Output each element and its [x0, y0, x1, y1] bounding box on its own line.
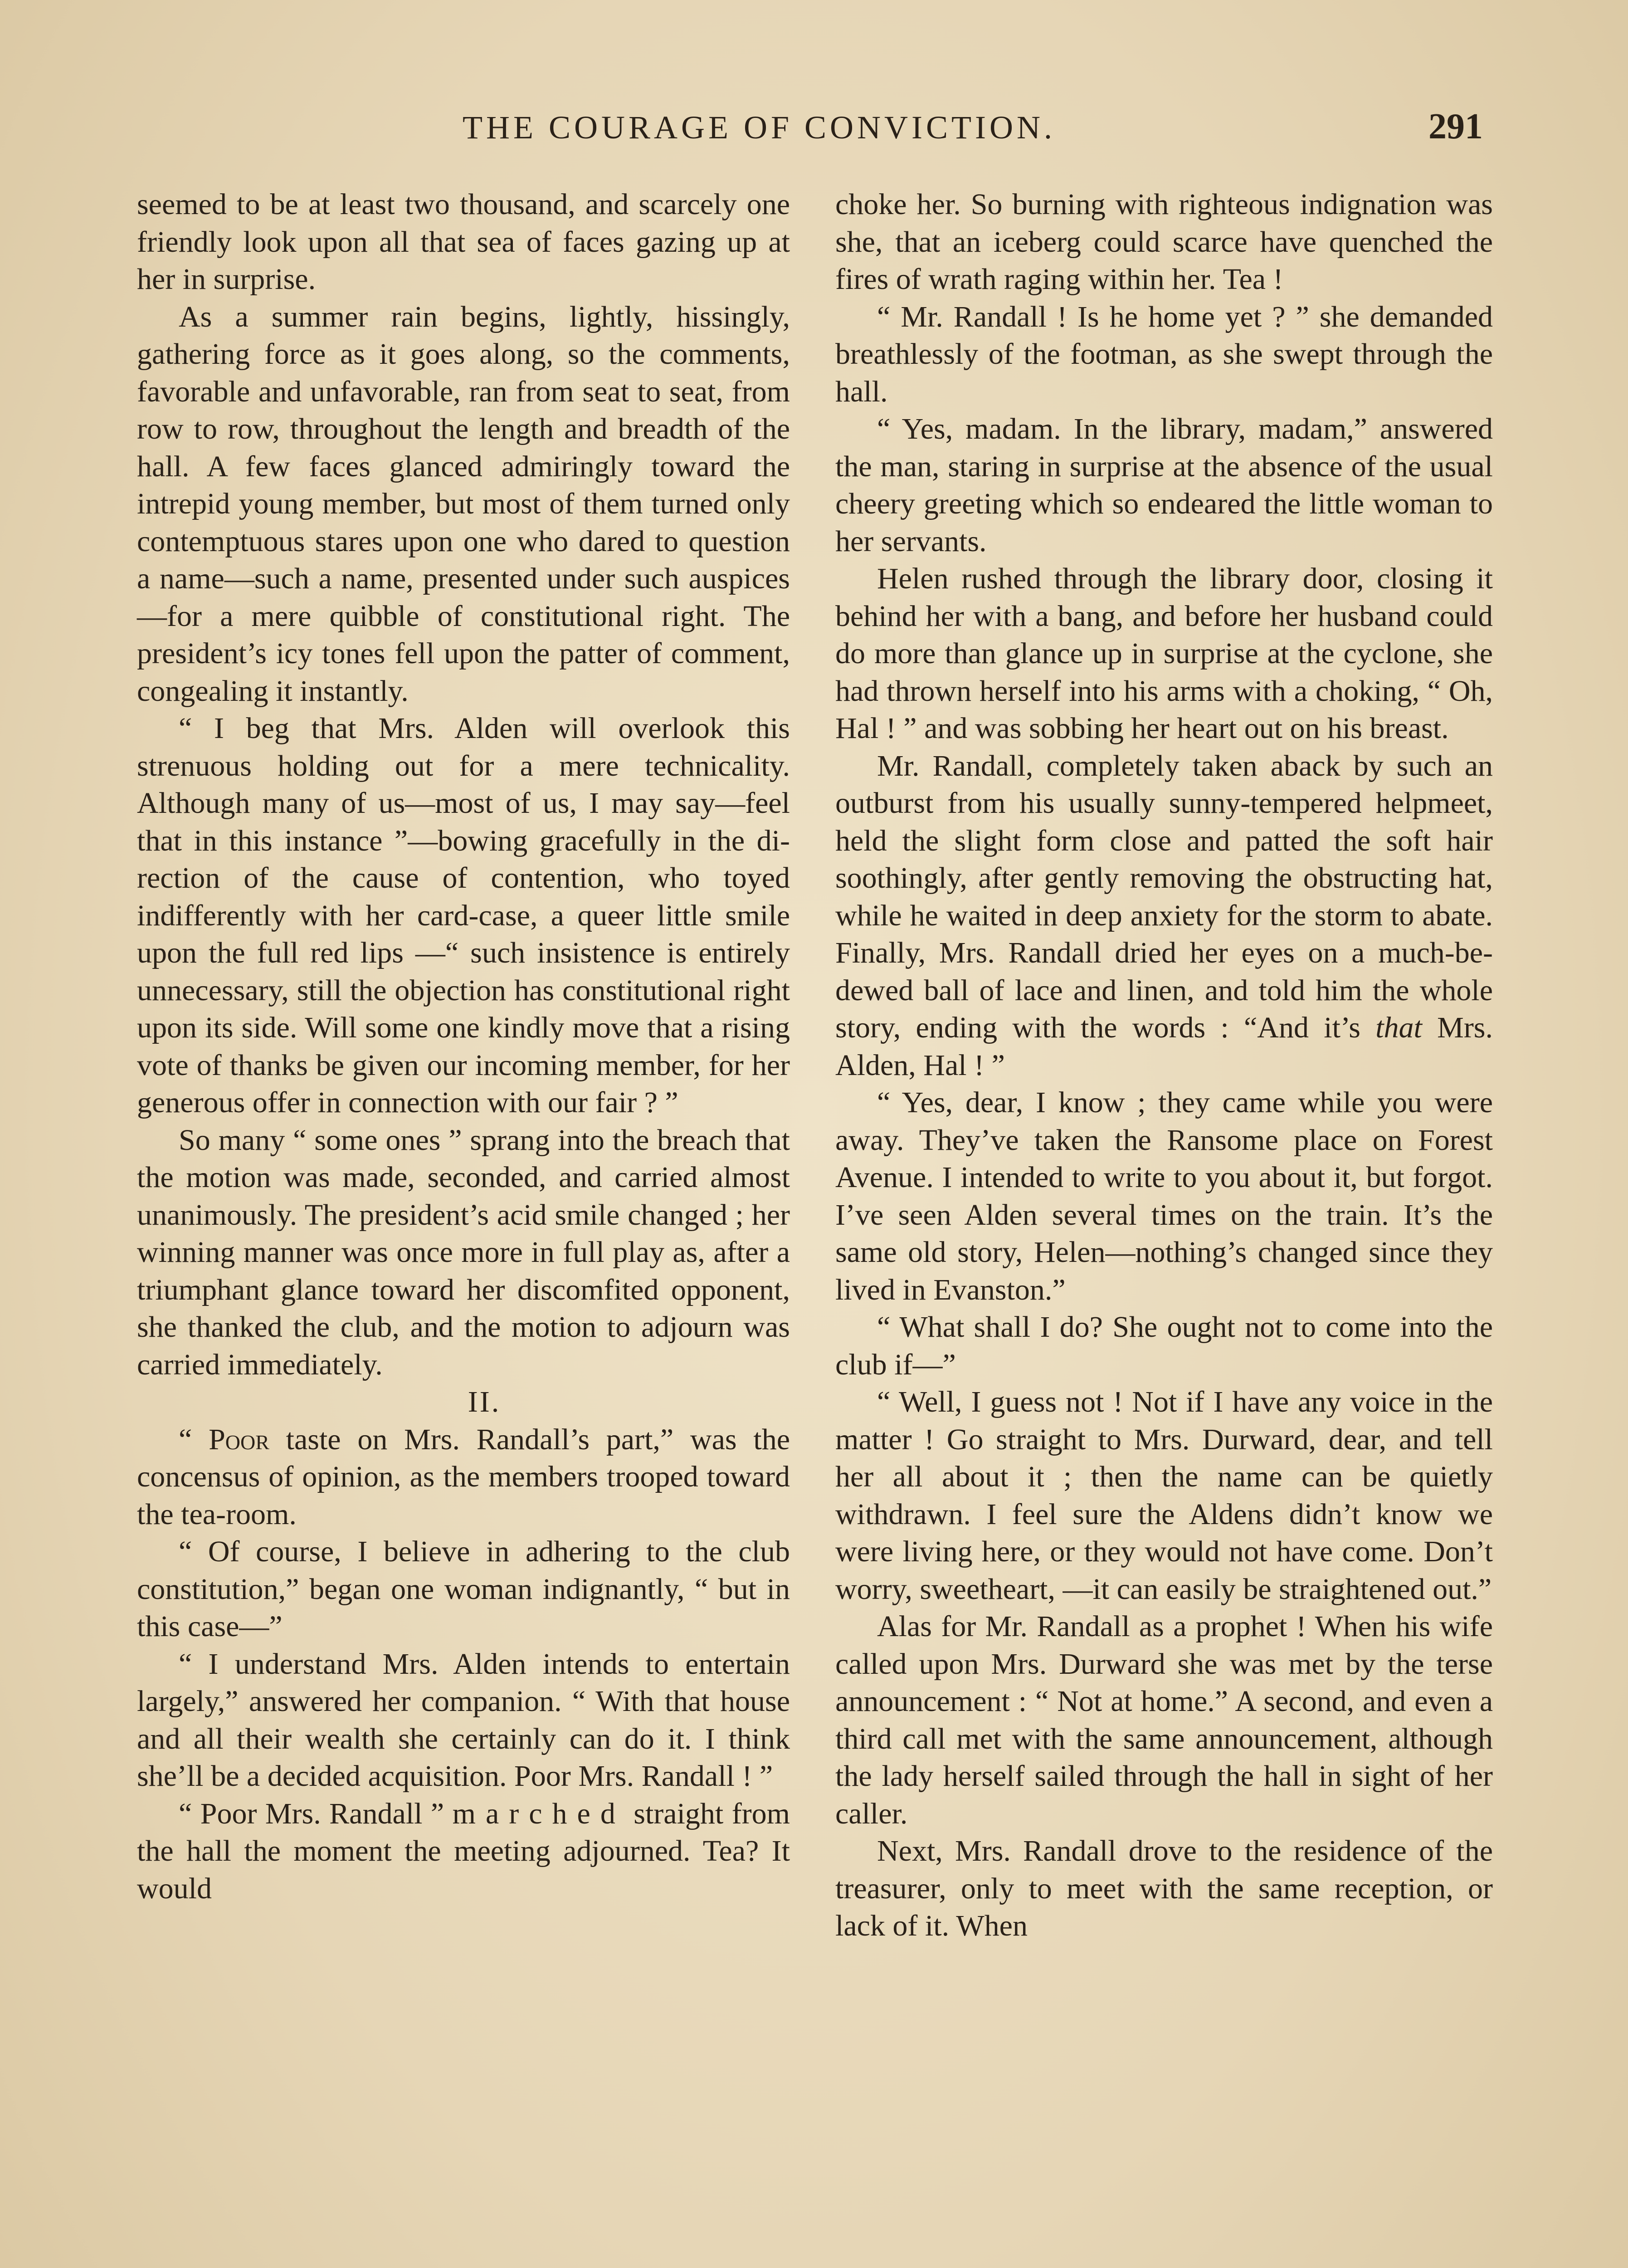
right-column [835, 186, 1493, 1945]
paragraph [835, 748, 1493, 1085]
paragraph: Helen rushed through the library door, closing it behind her with a bang, and before her husband could do more than glance up in surprise at the cyclone, she had thrown herself into his arms with a choking, “ Oh, Hal ! ” and was sobbing her heart out on his breast. [835, 562, 1493, 745]
paragraph: “ Mr. Randall ! Is he home yet ? ” she demanded breathlessly of the footman, as she swept through the hall. [835, 300, 1493, 408]
paragraph: seemed to be at least two thousand, and scarcely one friendly look upon all that sea of faces gazing up at her in surprise. [137, 188, 790, 296]
paragraph: choke her. So burning with righteous indignation was she, that an iceberg could scarce have quenched the fires of wrath raging within her. Tea ! [835, 188, 1493, 296]
page-number: 291 [1428, 107, 1483, 147]
paragraph: “ Well, I guess not ! Not if I have any voice in the matter ! Go straight to Mrs. Durward, dear, and tell her all about it ; then the name can be quietly withdrawn. I feel sure the Aldens didn’t know we were living here, or they would not have come. Don’t worry, sweetheart, —it can easily be straightened out.” [835, 1385, 1493, 1606]
small-caps-word: Poor [209, 1422, 269, 1456]
paragraph [137, 1421, 790, 1534]
section-heading: II. [468, 1385, 501, 1418]
paragraph-text: Mr. Randall, completely taken aback by such an outburst from his usually sunny-tempered helpmeet, held the slight form close and patted the soft hair soothingly, after gently removing the obstructing hat, while he waited in deep anxiety for the storm to abate. Finally, Mrs. Randall dried her eyes on a much-bedewed ball of lace and linen, and told him the whole story, ending with the words : “And it’s [835, 749, 1493, 1044]
paragraph: “ I beg that Mrs. Alden will overlook this strenuous holding out for a mere technicality. Although many of us—most of us, I may say—feel that in this instance ”—bowing gracefully in the direction of the cause of contention, who toyed indifferently with her card-case, a queer little smile upon the full red lips —“ such insistence is entirely unnecessary, still the objection has constitutional right upon its side. Will some one kindly move that a rising vote of thanks be given our incoming member, for her generous offer in connection with our fair ? ” [137, 712, 790, 1119]
paragraph-text: Mrs. Alden, Hal ! ” [835, 1011, 1493, 1082]
paragraph [137, 1795, 790, 1908]
running-title: THE COURAGE OF CONVICTION. [463, 109, 1056, 146]
paragraph: “ What shall I do? She ought not to come into the club if—” [835, 1310, 1493, 1381]
page-header [0, 109, 1628, 159]
left-column [137, 186, 790, 1907]
paragraph: Alas for Mr. Randall as a prophet ! When his wife called upon Mrs. Durward she was met by the terse announcement : “ Not at home.” A second, and even a third call met with the same announcement, although the lady herself sailed through the hall in sight of her caller. [835, 1610, 1493, 1830]
italic-word: that [1375, 1011, 1422, 1044]
paragraph: “ Yes, dear, I know ; they came while you were away. They’ve taken the Ransome place on Forest Avenue. I intended to write to you about it, but forgot. I’ve seen Alden several times on the train. It’s the same old story, Helen—nothing’s changed since they lived in Evanston.” [835, 1086, 1493, 1306]
paragraph-text: straight from the hall the moment the meeting adjourned. Tea? It would [137, 1797, 790, 1905]
paragraph: “ I understand Mrs. Alden intends to entertain largely,” answered her companion. “ With that house and all their wealth she certainly can do it. I think she’ll be a decided acquisition. Poor Mrs. Randall ! ” [137, 1647, 790, 1793]
paragraph: “ Yes, madam. In the library, madam,” answered the man, staring in surprise at the absence of the usual cheery greeting which so endeared the little woman to her servants. [835, 412, 1493, 558]
paragraph-text: “ Poor Mrs. Randall ” [179, 1797, 453, 1830]
paragraph: Next, Mrs. Randall drove to the residence of the treasurer, only to meet with the same reception, or lack of it. When [835, 1834, 1493, 1942]
letterspaced-word: marched [452, 1797, 625, 1830]
paragraph: As a summer rain begins, lightly, hissingly, gathering force as it goes along, so the comments, favorable and unfavorable, ran from seat to seat, from row to row, throughout the length and breadth of the hall. A few faces glanced admiringly toward the intrepid young member, but most of them turned only contemptuous stares upon one who dared to question a name—such a name, presented under such auspices—for a mere quibble of constitutional right. The president’s icy tones fell upon the patter of comment, congealing it instantly. [137, 300, 790, 708]
quote-open: “ [179, 1422, 209, 1456]
paragraph-text: taste on Mrs. Randall’s part,” was the concensus of opinion, as the members trooped toward the tea-room. [137, 1422, 790, 1531]
paragraph: “ Of course, I believe in adhering to the club constitution,” began one woman indignantly, “ but in this case—” [137, 1535, 790, 1643]
paragraph: So many “ some ones ” sprang into the breach that the motion was made, seconded, and carried almost unanimously. The president’s acid smile changed ; her winning manner was once more in full play as, after a triumphant glance toward her discomfited opponent, she thanked the club, and the motion to adjourn was carried immediately. [137, 1123, 790, 1381]
